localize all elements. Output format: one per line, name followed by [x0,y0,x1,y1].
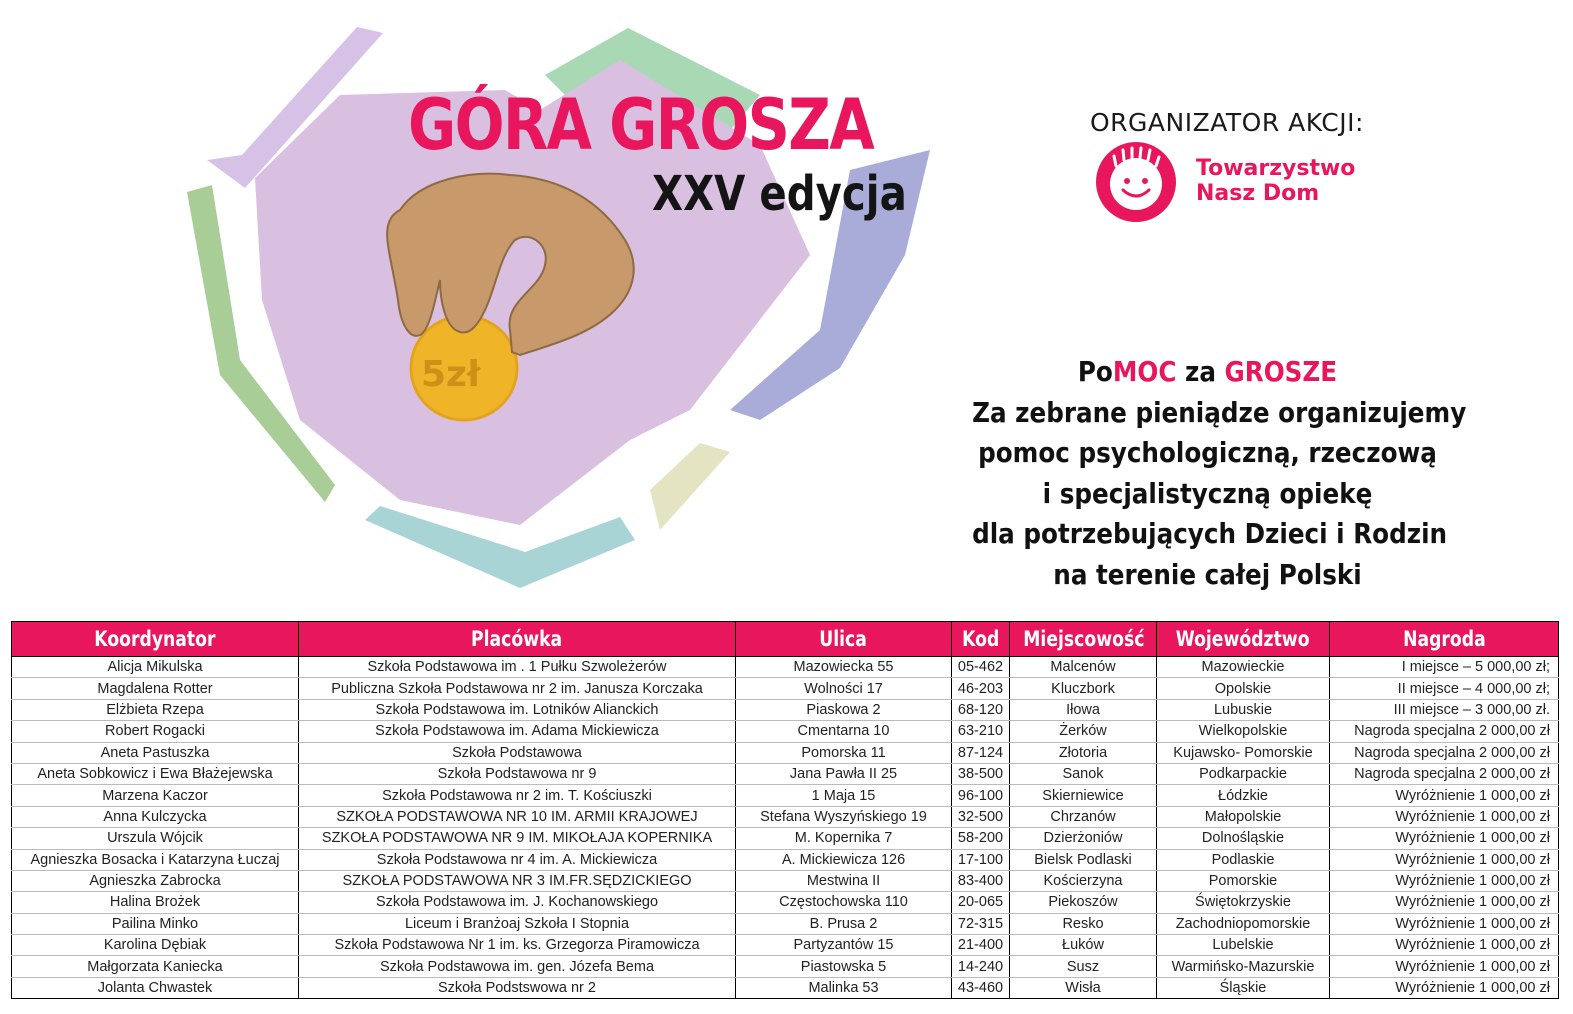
prize-cell: Wyróżnienie 1 000,00 zł [1330,870,1559,891]
street-cell: Wolności 17 [736,678,952,699]
prize-cell: Wyróżnienie 1 000,00 zł [1330,956,1559,977]
voivodeship-cell: Podkarpackie [1157,763,1330,784]
postal-code-cell: 38-500 [952,763,1010,784]
school-cell: Szkoła Podstawowa nr 2 im. T. Kościuszki [299,785,736,806]
coordinator-cell: Małgorzata Kaniecka [12,956,299,977]
voivodeship-cell: Mazowieckie [1157,657,1330,678]
street-cell: Cmentarna 10 [736,721,952,742]
street-cell: A. Mickiewicza 126 [736,849,952,870]
coordinator-cell: Anna Kulczycka [12,806,299,827]
voivodeship-cell: Kujawsko- Pomorskie [1157,742,1330,763]
results-table [11,621,1559,999]
city-cell: Skierniewice [1010,785,1157,806]
coordinator-cell: Jolanta Chwastek [12,977,299,998]
postal-code-cell: 43-460 [952,977,1010,998]
postal-code-cell: 72-315 [952,913,1010,934]
prize-cell: Wyróżnienie 1 000,00 zł [1330,913,1559,934]
city-cell: Iłowa [1010,699,1157,720]
table-header-row [12,622,1559,657]
table-row [12,657,1559,678]
slogan-block [972,352,1467,595]
voivodeship-cell: Łódzkie [1157,785,1330,806]
school-cell: Szkoła Podstawowa [299,742,736,763]
prize-cell: Wyróżnienie 1 000,00 zł [1330,806,1559,827]
table-row [12,913,1559,934]
school-cell: Szkoła Podstawowa nr 9 [299,763,736,784]
slogan-line: i specjalistyczną opiekę [1042,476,1373,510]
coordinator-cell: Halina Brożek [12,892,299,913]
coordinator-cell: Magdalena Rotter [12,678,299,699]
school-cell: Szkoła Podstawowa Nr 1 im. ks. Grzegorza Piramowicza [299,935,736,956]
slogan-line: pomoc psychologiczną, rzeczową [978,436,1437,469]
prize-cell: I miejsce – 5 000,00 zł; [1330,657,1559,678]
column-header: Miejscowość [1010,622,1157,657]
postal-code-cell: 58-200 [952,828,1010,849]
school-cell: Szkoła Podstswowa nr 2 [299,977,736,998]
school-cell: SZKOŁA PODSTAWOWA NR 9 IM. MIKOŁAJA KOPERNIKA [299,828,736,849]
voivodeship-cell: Warmińsko-Mazurskie [1157,956,1330,977]
city-cell: Kluczbork [1010,678,1157,699]
table-row [12,849,1559,870]
postal-code-cell: 63-210 [952,721,1010,742]
campaign-title: GÓRA GROSZA [408,84,874,166]
postal-code-cell: 14-240 [952,956,1010,977]
city-cell: Bielsk Podlaski [1010,849,1157,870]
table-row [12,742,1559,763]
coordinator-cell: Agnieszka Bosacka i Katarzyna Łuczaj [12,849,299,870]
street-cell: Częstochowska 110 [736,892,952,913]
city-cell: Łuków [1010,935,1157,956]
school-cell: Publiczna Szkoła Podstawowa nr 2 im. Janusza Korczaka [299,678,736,699]
coordinator-cell: Agnieszka Zabrocka [12,870,299,891]
prize-cell: Wyróżnienie 1 000,00 zł [1330,828,1559,849]
school-cell: SZKOŁA PODSTAWOWA NR 10 IM. ARMII KRAJOWEJ [299,806,736,827]
school-cell: Szkoła Podstawowa im . 1 Pułku Szwoleżerów [299,657,736,678]
slogan-line: dla potrzebujących Dzieci i Rodzin [972,517,1448,550]
coordinator-cell: Karolina Dębiak [12,935,299,956]
postal-code-cell: 83-400 [952,870,1010,891]
city-cell: Żerków [1010,721,1157,742]
organizer-logo [1090,136,1390,226]
city-cell: Kościerzyna [1010,870,1157,891]
smiley-icon [1090,136,1182,224]
voivodeship-cell: Pomorskie [1157,870,1330,891]
school-cell: Szkoła Podstawowa im. Lotników Alianckich [299,699,736,720]
city-cell: Chrzanów [1010,806,1157,827]
prize-cell: Nagroda specjalna 2 000,00 zł [1330,721,1559,742]
prize-cell: Nagroda specjalna 2 000,00 zł [1330,763,1559,784]
street-cell: Mazowiecka 55 [736,657,952,678]
street-cell: B. Prusa 2 [736,913,952,934]
street-cell: M. Kopernika 7 [736,828,952,849]
coordinator-cell: Pailina Minko [12,913,299,934]
voivodeship-cell: Małopolskie [1157,806,1330,827]
postal-code-cell: 87-124 [952,742,1010,763]
street-cell: Mestwina II [736,870,952,891]
voivodeship-cell: Lubuskie [1157,699,1330,720]
prize-cell: Wyróżnienie 1 000,00 zł [1330,977,1559,998]
slogan-line: na terenie całej Polski [1053,557,1362,591]
city-cell: Susz [1010,956,1157,977]
school-cell: Liceum i Branżoaj Szkoła I Stopnia [299,913,736,934]
table-row [12,977,1559,998]
campaign-logo [0,0,960,610]
coordinator-cell: Urszula Wójcik [12,828,299,849]
coordinator-cell: Marzena Kaczor [12,785,299,806]
table-row [12,699,1559,720]
voivodeship-cell: Zachodniopomorskie [1157,913,1330,934]
organizer-label: ORGANIZATOR AKCJI: [1090,108,1364,137]
city-cell: Wisła [1010,977,1157,998]
school-cell: SZKOŁA PODSTAWOWA NR 3 IM.FR.SĘDZICKIEGO [299,870,736,891]
coordinator-cell: Alicja Mikulska [12,657,299,678]
postal-code-cell: 46-203 [952,678,1010,699]
prize-cell: Nagroda specjalna 2 000,00 zł [1330,742,1559,763]
street-cell: Jana Pawła II 25 [736,763,952,784]
prize-cell: III miejsce – 3 000,00 zł. [1330,699,1559,720]
postal-code-cell: 32-500 [952,806,1010,827]
street-cell: Malinka 53 [736,977,952,998]
table-row [12,956,1559,977]
table-row [12,828,1559,849]
table-row [12,806,1559,827]
city-cell: Dzierżoniów [1010,828,1157,849]
city-cell: Sanok [1010,763,1157,784]
postal-code-cell: 21-400 [952,935,1010,956]
coin-value-label: 5zł [421,354,481,395]
column-header: Nagroda [1330,622,1559,657]
postal-code-cell: 68-120 [952,699,1010,720]
prize-cell: Wyróżnienie 1 000,00 zł [1330,785,1559,806]
postal-code-cell: 05-462 [952,657,1010,678]
coordinator-cell: Aneta Pastuszka [12,742,299,763]
column-header: Koordynator [12,622,299,657]
table-row [12,892,1559,913]
postal-code-cell: 96-100 [952,785,1010,806]
city-cell: Piekoszów [1010,892,1157,913]
street-cell: Piaskowa 2 [736,699,952,720]
prize-cell: II miejsce – 4 000,00 zł; [1330,678,1559,699]
organizer-name: Towarzystwo Nasz Dom [1196,156,1356,206]
voivodeship-cell: Wielkopolskie [1157,721,1330,742]
prize-cell: Wyróżnienie 1 000,00 zł [1330,849,1559,870]
coordinator-cell: Elżbieta Rzepa [12,699,299,720]
column-header: Ulica [736,622,952,657]
voivodeship-cell: Opolskie [1157,678,1330,699]
column-header: Placówka [299,622,736,657]
table-row [12,678,1559,699]
city-cell: Malcenów [1010,657,1157,678]
frame-segment-cream [650,443,730,530]
street-cell: 1 Maja 15 [736,785,952,806]
school-cell: Szkoła Podstawowa nr 4 im. A. Mickiewicza [299,849,736,870]
coordinator-cell: Robert Rogacki [12,721,299,742]
column-header: Kod [952,622,1010,657]
table-row [12,785,1559,806]
table-row [12,870,1559,891]
table-row [12,721,1559,742]
voivodeship-cell: Lubelskie [1157,935,1330,956]
street-cell: Pomorska 11 [736,742,952,763]
slogan-headline: PoMOC za GROSZE [1077,355,1338,388]
coordinator-cell: Aneta Sobkowicz i Ewa Błażejewska [12,763,299,784]
table-row [12,763,1559,784]
voivodeship-cell: Podlaskie [1157,849,1330,870]
column-header: Województwo [1157,622,1330,657]
school-cell: Szkoła Podstawowa im. J. Kochanowskiego [299,892,736,913]
postal-code-cell: 17-100 [952,849,1010,870]
voivodeship-cell: Dolnośląskie [1157,828,1330,849]
city-cell: Złotoria [1010,742,1157,763]
street-cell: Stefana Wyszyńskiego 19 [736,806,952,827]
edition-label: XXV edycja [652,166,907,222]
slogan-line: Za zebrane pieniądze organizujemy [972,395,1467,429]
prize-cell: Wyróżnienie 1 000,00 zł [1330,935,1559,956]
street-cell: Partyzantów 15 [736,935,952,956]
street-cell: Piastowska 5 [736,956,952,977]
school-cell: Szkoła Podstawowa im. Adama Mickiewicza [299,721,736,742]
voivodeship-cell: Świętokrzyskie [1157,892,1330,913]
prize-cell: Wyróżnienie 1 000,00 zł [1330,892,1559,913]
table-body [12,657,1559,999]
table-row [12,935,1559,956]
postal-code-cell: 20-065 [952,892,1010,913]
city-cell: Resko [1010,913,1157,934]
voivodeship-cell: Śląskie [1157,977,1330,998]
school-cell: Szkoła Podstawowa im. gen. Józefa Bema [299,956,736,977]
